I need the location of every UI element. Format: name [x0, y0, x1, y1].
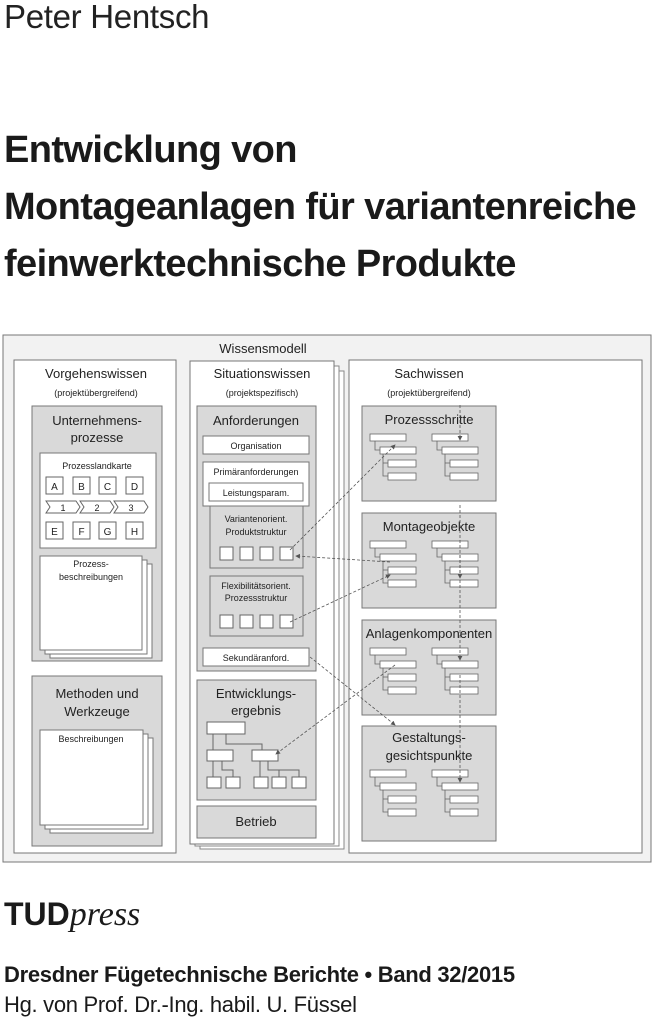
process-tile-f-label: F: [78, 527, 85, 538]
montageobjekte-tree-1-node-3: [450, 580, 478, 587]
title-line-1: Entwicklung von: [4, 129, 297, 171]
process-tile-h-label: H: [130, 527, 139, 538]
process-tile-c-label: C: [103, 482, 112, 493]
beschreibung-page-1: [40, 730, 143, 825]
methoden-heading-2: Werkzeuge: [64, 704, 130, 719]
anlagenkomponenten-tree-1-node-2: [450, 674, 478, 681]
tree-root: [207, 722, 245, 734]
gestaltung-tree-0-node-3: [388, 809, 416, 816]
variant-square-1: [220, 547, 233, 560]
organisation-label: Organisation: [230, 441, 282, 451]
sekundaer-label: Sekundäranford.: [222, 653, 290, 663]
sach-sections: [362, 406, 496, 841]
montageobjekte-label: Montageobjekte: [382, 519, 476, 534]
tree-node-a: [207, 750, 233, 761]
flex-square-2: [240, 615, 253, 628]
prozessbeschreibungen-label-2: beschreibungen: [58, 572, 124, 582]
primaer-label: Primäranforderungen: [213, 467, 299, 477]
methoden-heading-1: Methoden und: [55, 686, 139, 701]
column-vorgehen-sub: (projektübergreifend): [54, 388, 138, 398]
montageobjekte-tree-0-node-3: [388, 580, 416, 587]
montageobjekte-tree-0-node-1: [380, 554, 416, 561]
tree-leaf-4: [272, 777, 286, 788]
montageobjekte-tree-0-node-0: [370, 541, 406, 548]
variant-label-1: Variantenorient.: [224, 514, 288, 524]
prozessbeschreibungen-label-1: Prozess-: [73, 559, 109, 569]
anlagenkomponenten-tree-0-node-2: [388, 674, 416, 681]
montageobjekte-tree-0-node-2: [388, 567, 416, 574]
author-name: Peter Hentsch: [4, 0, 210, 35]
anlagenkomponenten-tree-1-node-0: [432, 648, 468, 655]
wissensmodell-diagram: [0, 330, 656, 870]
anlagenkomponenten-tree-0-node-0: [370, 648, 406, 655]
title-line-3: feinwerktechnische Produkte: [4, 243, 516, 285]
prozessschritte-tree-0-node-3: [388, 473, 416, 480]
column-vorgehen-heading: Vorgehenswissen: [45, 366, 147, 381]
anlagenkomponenten-tree-1-node-1: [442, 661, 478, 668]
gestaltung-tree-0-node-2: [388, 796, 416, 803]
tree-leaf-3: [254, 777, 268, 788]
column-sach-heading: Sachwissen: [394, 366, 464, 381]
column-sach-sub: (projektübergreifend): [387, 388, 471, 398]
entwicklung-heading-1: Entwicklungs-: [215, 686, 297, 701]
flex-square-3: [260, 615, 273, 628]
flex-label-2: Prozessstruktur: [224, 593, 288, 603]
gestaltung-tree-1-node-3: [450, 809, 478, 816]
prozessschritte-tree-0-node-1: [380, 447, 416, 454]
process-chevron-3-label: 3: [128, 503, 134, 513]
prozessschritte-tree-0-node-2: [388, 460, 416, 467]
process-chevron-2-label: 2: [94, 503, 100, 513]
tree-leaf-1: [207, 777, 221, 788]
flex-label-1: Flexibilitätsorient.: [221, 581, 291, 591]
prozessschritte-tree-1-node-1: [442, 447, 478, 454]
gestaltung-tree-1-node-0: [432, 770, 468, 777]
gestaltung-tree-0-node-1: [380, 783, 416, 790]
montageobjekte-tree-1-node-0: [432, 541, 468, 548]
editor-line: Hg. von Prof. Dr.-Ing. habil. U. Füssel: [4, 992, 357, 1017]
variant-square-2: [240, 547, 253, 560]
process-chevron-row: [46, 501, 148, 513]
anlagenkomponenten-label: Anlagenkomponenten: [365, 626, 493, 641]
prozessschritte-tree-1-node-2: [450, 460, 478, 467]
unternehmensprozesse-heading-1: Unternehmens-: [52, 413, 142, 428]
montageobjekte-tree-1-node-2: [450, 567, 478, 574]
process-tile-b-label: B: [78, 482, 85, 493]
prozessbeschreibung-page-1: [40, 556, 142, 650]
column-situation-heading: Situationswissen: [213, 366, 311, 381]
publisher-press: press: [69, 896, 141, 933]
anlagenkomponenten-tree-0-node-1: [380, 661, 416, 668]
publisher-logo: [4, 896, 140, 934]
prozessschritte-label: Prozessschritte: [384, 412, 474, 427]
process-tile-d-label: D: [130, 482, 139, 493]
tree-leaf-2: [226, 777, 240, 788]
gestaltung-tree-1-node-2: [450, 796, 478, 803]
flex-square-1: [220, 615, 233, 628]
prozesslandkarte-label: Prozesslandkarte: [62, 461, 132, 471]
publisher-tud: TUD: [4, 896, 70, 932]
betrieb-label: Betrieb: [235, 814, 277, 829]
process-tile-e-label: E: [51, 527, 58, 538]
series-title: Dresdner Fügetechnische Berichte • Band 32/2015: [4, 962, 515, 987]
beschreibungen-label: Beschreibungen: [58, 734, 124, 744]
process-tile-a-label: A: [51, 482, 58, 493]
tree-leaf-5: [292, 777, 306, 788]
tree-node-b: [252, 750, 278, 761]
process-chevron-1-label: 1: [60, 503, 66, 513]
variant-square-3: [260, 547, 273, 560]
prozessschritte-tree-1-node-3: [450, 473, 478, 480]
anlagenkomponenten-tree-0-node-3: [388, 687, 416, 694]
gestaltung-tree-1-node-1: [442, 783, 478, 790]
gestaltung-label-1: Gestaltungs-: [392, 730, 466, 745]
prozessschritte-tree-0-node-0: [370, 434, 406, 441]
title-line-2: Montageanlagen für variantenreiche: [4, 186, 637, 228]
diagram-title: Wissensmodell: [219, 341, 307, 356]
book-title: [4, 122, 654, 293]
anforderungen-heading: Anforderungen: [212, 413, 300, 428]
gestaltung-tree-0-node-0: [370, 770, 406, 777]
variant-label-2: Produktstruktur: [225, 527, 287, 537]
process-tile-g-label: G: [103, 527, 112, 538]
prozessschritte-tree-1-node-0: [432, 434, 468, 441]
entwicklung-heading-2: ergebnis: [231, 703, 281, 718]
unternehmensprozesse-heading-2: prozesse: [70, 430, 124, 445]
leistung-label: Leistungsparam.: [222, 488, 290, 498]
column-situation-sub: (projektspezifisch): [225, 388, 299, 398]
gestaltung-label-2: gesichtspunkte: [385, 748, 473, 763]
anlagenkomponenten-tree-1-node-3: [450, 687, 478, 694]
